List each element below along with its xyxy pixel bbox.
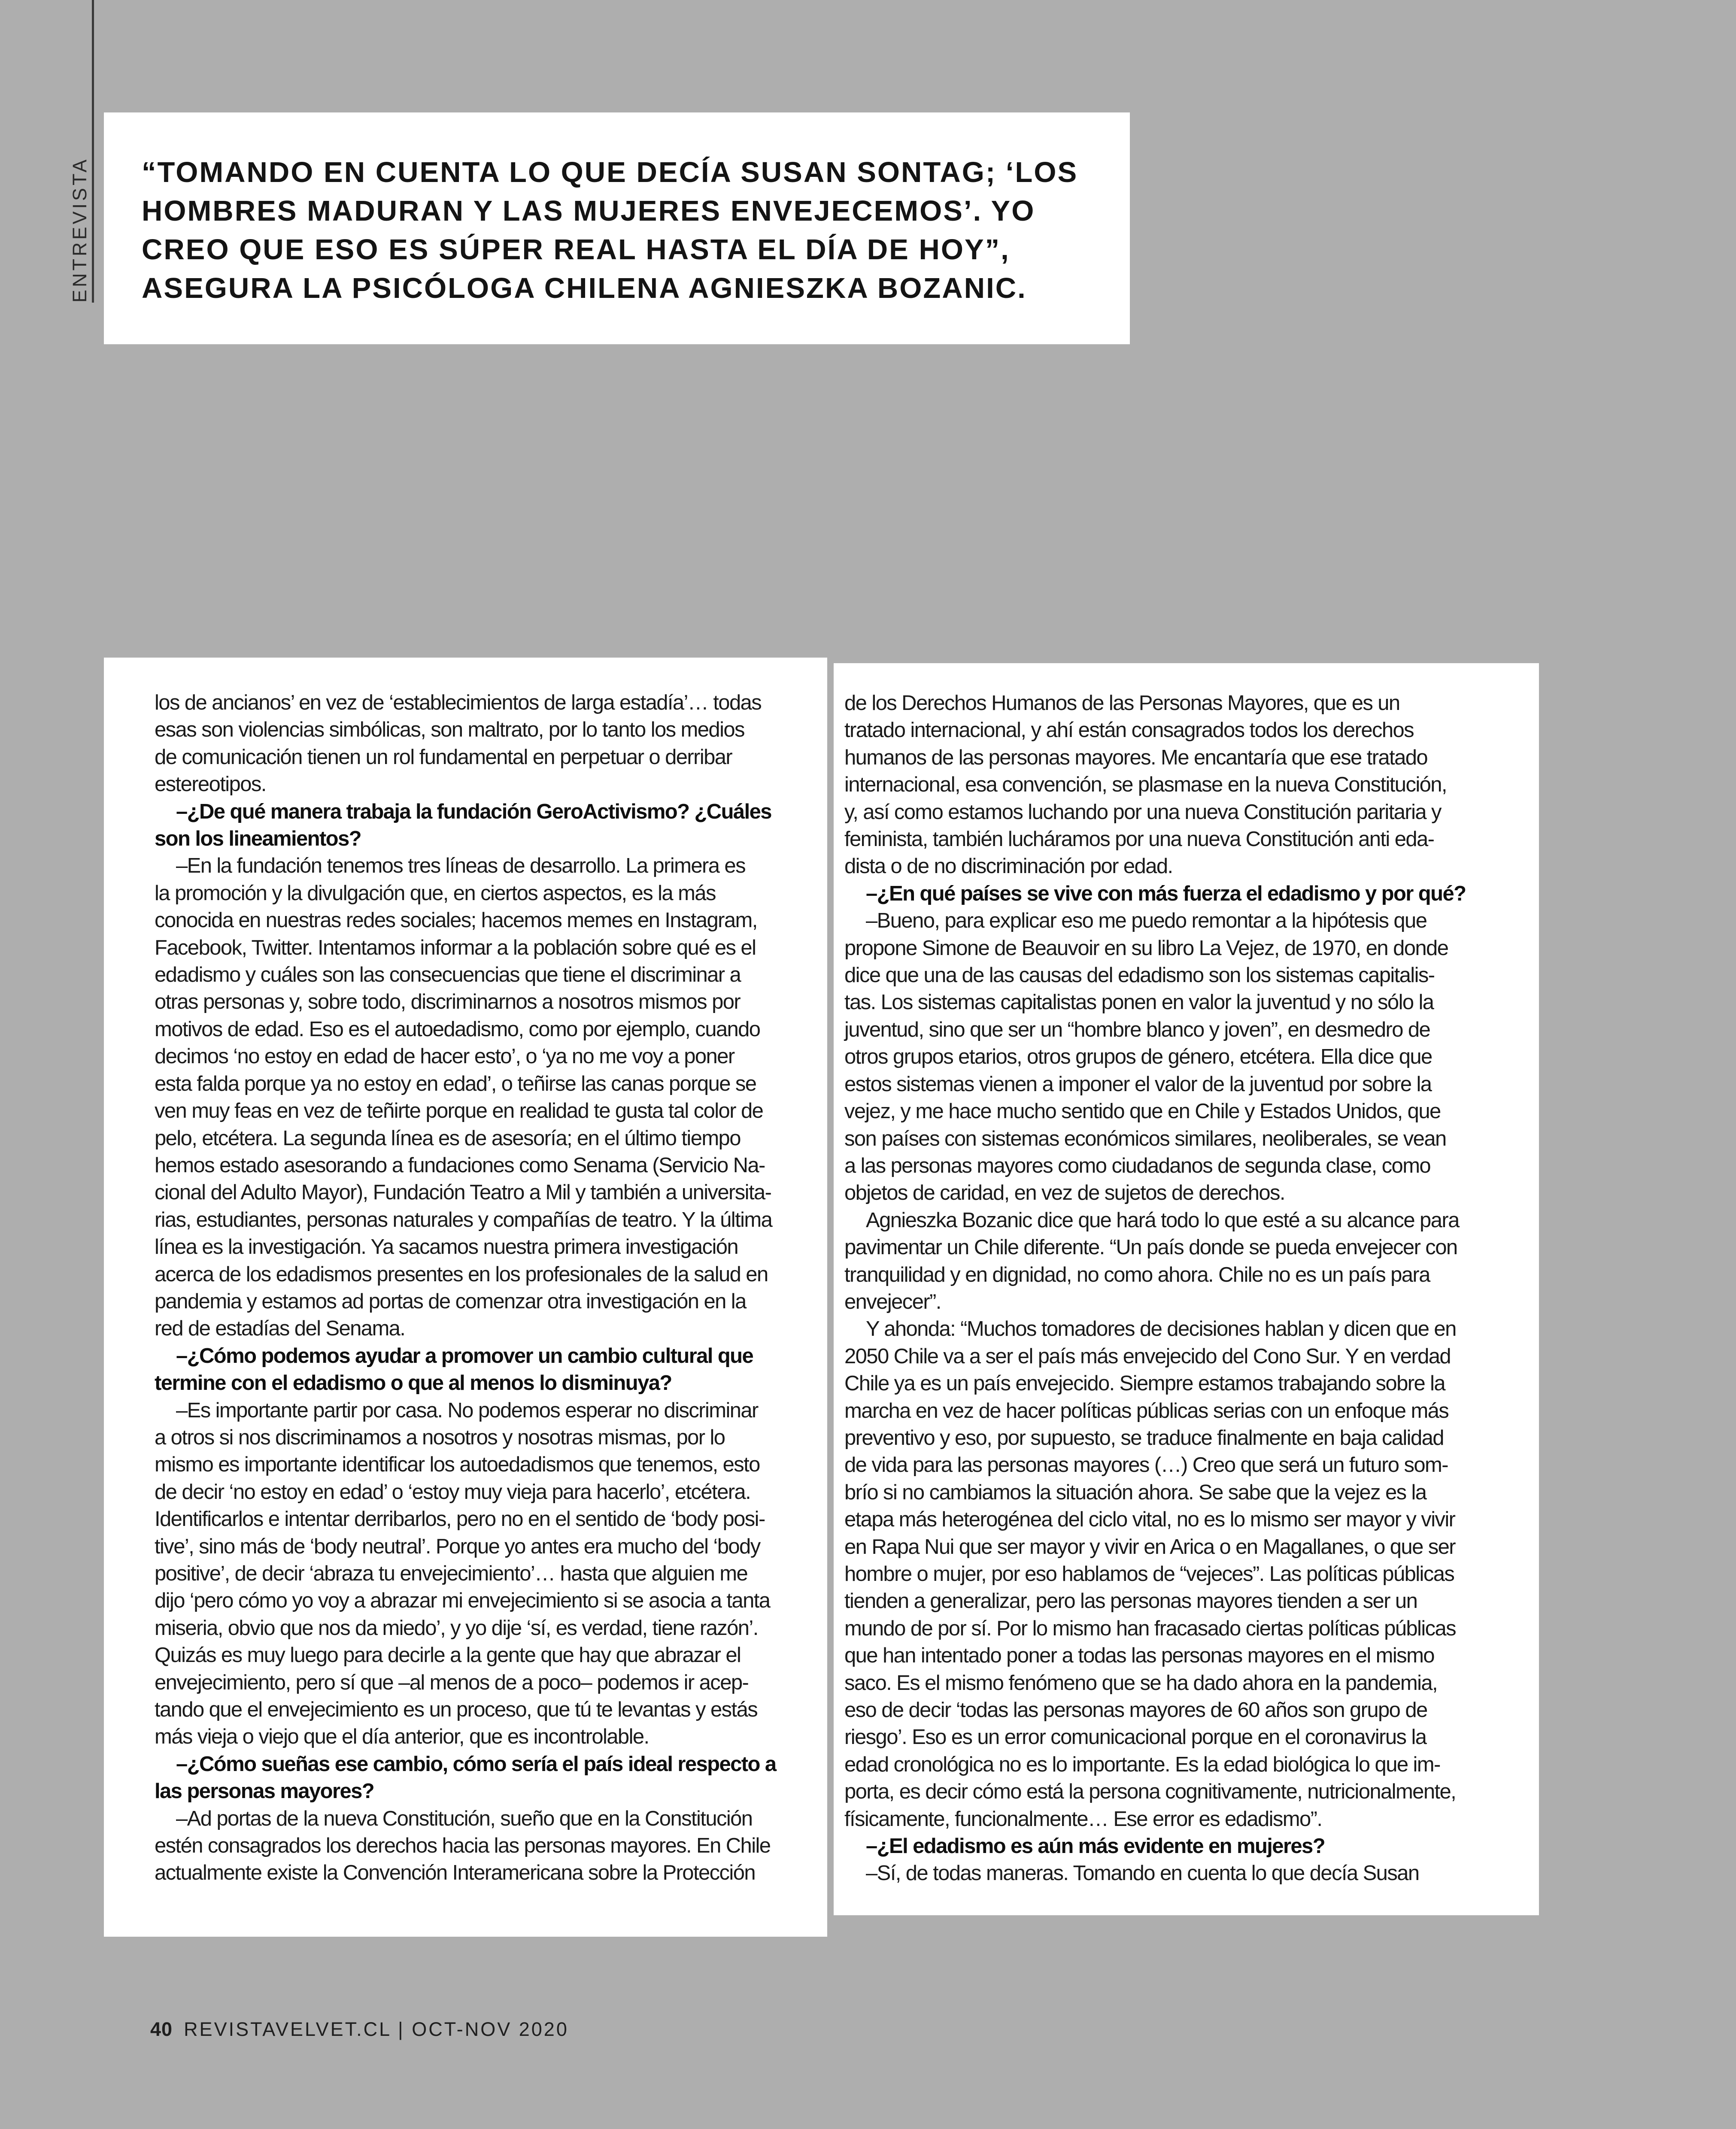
article-line: humanos de las personas mayores. Me encantaría que ese tratado	[844, 746, 1428, 769]
article-line: Quizás es muy luego para decirle a la gente que hay que abrazar el	[155, 1644, 741, 1667]
article-line: cional del Adulto Mayor), Fundación Teatro a Mil y también a universita-	[155, 1181, 771, 1204]
section-rule	[92, 0, 94, 303]
article-line: Y ahonda: “Muchos tomadores de decisiones hablan y dicen que en	[866, 1317, 1456, 1341]
article-line: preventivo y eso, por supuesto, se traduce finalmente en baja calidad	[844, 1426, 1444, 1450]
article-line: la promoción y la divulgación que, en ciertos aspectos, es la más	[155, 881, 716, 905]
article-line: mismo es importante identificar los autoedadismos que tenemos, esto	[155, 1453, 760, 1477]
pull-quote-line: ASEGURA LA PSICÓLOGA CHILENA AGNIESZKA BOZANIC.	[142, 272, 1027, 304]
article-line: saco. Es el mismo fenómeno que se ha dado ahora en la pandemia,	[844, 1671, 1438, 1695]
article-line: esta falda porque ya no estoy en edad’, o teñirse las canas porque se	[155, 1072, 756, 1095]
article-line: línea es la investigación. Ya sacamos nuestra primera investigación	[155, 1235, 738, 1259]
article-line: eso de decir ‘todas las personas mayores de 60 años son grupo de	[844, 1698, 1427, 1722]
article-line: estén consagrados los derechos hacia las personas mayores. En Chile	[155, 1834, 771, 1858]
article-line: otros grupos etarios, otros grupos de género, etcétera. Ella dice que	[844, 1045, 1432, 1069]
page-footer	[150, 2018, 569, 2041]
pull-quote-box	[104, 112, 1130, 344]
article-line: ven muy feas en vez de teñirte porque en realidad te gusta tal color de	[155, 1099, 763, 1123]
article-line: decimos ‘no estoy en edad de hacer esto’, o ‘ya no me voy a poner	[155, 1045, 734, 1068]
article-line: tranquilidad y en dignidad, no como ahora. Chile no es un país para	[844, 1263, 1430, 1286]
article-line: dice que una de las causas del edadismo son los sistemas capitalis-	[844, 964, 1435, 987]
article-line: positive’, de decir ‘abraza tu envejecimiento’… hasta que alguien me	[155, 1562, 748, 1585]
article-line: rias, estudiantes, personas naturales y compañías de teatro. Y la última	[155, 1208, 772, 1231]
article-line: a otros si nos discriminamos a nosotros y nosotras mismas, por lo	[155, 1425, 725, 1449]
article-line: estereotipos.	[155, 773, 266, 796]
article-line: –¿Cómo podemos ayudar a promover un cambio cultural que	[176, 1344, 753, 1368]
article-line: son los lineamientos?	[155, 827, 361, 851]
article-line: marcha en vez de hacer políticas públicas serias con un enfoque más	[844, 1399, 1449, 1422]
article-line: tando que el envejecimiento es un proceso, que tú te levantas y estás	[155, 1698, 758, 1722]
article-line: hemos estado asesorando a fundaciones como Senama (Servicio Na-	[155, 1153, 765, 1177]
article-line: envejecer”.	[844, 1290, 941, 1313]
article-line: riesgo’. Eso es un error comunicacional porque en el coronavirus la	[844, 1726, 1426, 1749]
article-line: –¿De qué manera trabaja la fundación GeroActivismo? ¿Cuáles	[176, 800, 771, 823]
article-line: de los Derechos Humanos de las Personas Mayores, que es un	[844, 691, 1400, 715]
article-line: los de ancianos’ en vez de ‘establecimientos de larga estadía’… todas	[155, 691, 762, 714]
right-column-text	[844, 690, 1513, 1887]
article-line: propone Simone de Beauvoir en su libro La Vejez, de 1970, en donde	[844, 936, 1448, 960]
article-line: de decir ‘no estoy en edad’ o ‘estoy muy vieja para hacerlo’, etcétera.	[155, 1480, 751, 1504]
article-line: son países con sistemas económicos similares, neoliberales, se vean	[844, 1127, 1446, 1150]
article-line: –¿En qué países se vive con más fuerza el edadismo y por qué?	[866, 882, 1466, 905]
article-line: vejez, y me hace mucho sentido que en Chile y Estados Unidos, que	[844, 1100, 1441, 1123]
article-line: –Sí, de todas maneras. Tomando en cuenta lo que decía Susan	[866, 1862, 1419, 1885]
article-line: tienden a generalizar, pero las personas mayores tienden a ser un	[844, 1589, 1417, 1613]
article-line: físicamente, funcionalmente… Ese error es edadismo”.	[844, 1807, 1322, 1831]
page-number: 40	[150, 2018, 173, 2040]
article-line: de comunicación tienen un rol fundamental en perpetuar o derribar	[155, 745, 732, 769]
left-column-text	[155, 689, 801, 1887]
pull-quote-line: “TOMANDO EN CUENTA LO QUE DECÍA SUSAN SONTAG; ‘LOS	[142, 156, 1078, 188]
article-line: estos sistemas vienen a imponer el valor de la juventud por sobre la	[844, 1072, 1432, 1096]
article-line: que han intentado poner a todas las personas mayores en el mismo	[844, 1644, 1434, 1668]
article-line: y, así como estamos luchando por una nueva Constitución paritaria y	[844, 800, 1441, 824]
article-line: feminista, también lucháramos por una nueva Constitución anti eda-	[844, 828, 1434, 851]
article-line: internacional, esa convención, se plasmase en la nueva Constitución,	[844, 773, 1447, 797]
article-line: objetos de caridad, en vez de sujetos de derechos.	[844, 1181, 1285, 1205]
article-line: conocida en nuestras redes sociales; hacemos memes en Instagram,	[155, 909, 757, 932]
pull-quote-line: HOMBRES MADURAN Y LAS MUJERES ENVEJECEMOS’. YO	[142, 195, 1035, 227]
article-line: esas son violencias simbólicas, son maltrato, por lo tanto los medios	[155, 718, 744, 742]
article-line: pelo, etcétera. La segunda línea es de asesoría; en el último tiempo	[155, 1126, 741, 1150]
article-line: –Es importante partir por casa. No podemos esperar no discriminar	[176, 1398, 758, 1422]
article-line: motivos de edad. Eso es el autoedadismo, como por ejemplo, cuando	[155, 1017, 760, 1041]
article-line: hombre o mujer, por eso hablamos de “vejeces”. Las políticas públicas	[844, 1562, 1454, 1586]
article-line: etapa más heterogénea del ciclo vital, no es lo mismo ser mayor y vivir	[844, 1508, 1455, 1532]
article-line: dista o de no discriminación por edad.	[844, 855, 1173, 878]
article-line: mundo de por sí. Por lo mismo han fracasado ciertas políticas públicas	[844, 1616, 1456, 1640]
article-line: –Bueno, para explicar eso me puedo remontar a la hipótesis que	[866, 909, 1427, 933]
article-line: juventud, sino que ser un “hombre blanco y joven”, en desmedro de	[844, 1018, 1430, 1041]
article-line: las personas mayores?	[155, 1780, 374, 1803]
article-line: tas. Los sistemas capitalistas ponen en valor la juventud y no sólo la	[844, 991, 1434, 1014]
article-line: a las personas mayores como ciudadanos de segunda clase, como	[844, 1154, 1431, 1177]
article-line: envejecimiento, pero sí que –al menos de a poco– podemos ir acep-	[155, 1671, 749, 1694]
article-line: miseria, obvio que nos da miedo’, y yo dije ‘sí, es verdad, tiene razón’.	[155, 1616, 758, 1640]
article-line: pandemia y estamos ad portas de comenzar otra investigación en la	[155, 1289, 746, 1313]
article-line: dijo ‘pero cómo yo voy a abrazar mi envejecimiento si se asocia a tanta	[155, 1589, 770, 1613]
article-line: Identificarlos e intentar derribarlos, pero no en el sentido de ‘body posi-	[155, 1507, 765, 1531]
article-line: actualmente existe la Convención Interamericana sobre la Protección	[155, 1861, 756, 1885]
article-line: porta, es decir cómo está la persona cognitivamente, nutricionalmente,	[844, 1780, 1456, 1804]
article-line: Facebook, Twitter. Intentamos informar a la población sobre qué es el	[155, 936, 756, 959]
article-line: acerca de los edadismos presentes en los profesionales de la salud en	[155, 1262, 768, 1286]
article-line: –¿El edadismo es aún más evidente en mujeres?	[866, 1835, 1325, 1858]
article-line: –Ad portas de la nueva Constitución, sueño que en la Constitución	[176, 1807, 753, 1830]
article-line: termine con el edadismo o que al menos lo disminuya?	[155, 1371, 672, 1395]
article-line: tratado internacional, y ahí están consagrados todos los derechos	[844, 719, 1414, 742]
article-line: red de estadías del Senama.	[155, 1317, 405, 1340]
pull-quote-line: CREO QUE ESO ES SÚPER REAL HASTA EL DÍA DE HOY”,	[142, 234, 1010, 266]
article-line: –¿Cómo sueñas ese cambio, cómo sería el país ideal respecto a	[176, 1752, 776, 1776]
article-line: otras personas y, sobre todo, discriminarnos a nosotros mismos por	[155, 990, 741, 1014]
pull-quote	[142, 153, 1087, 308]
article-line: Chile ya es un país envejecido. Siempre estamos trabajando sobre la	[844, 1372, 1445, 1395]
article-line: edadismo y cuáles son las consecuencias que tiene el discriminar a	[155, 963, 741, 987]
article-line: de vida para las personas mayores (…) Creo que será un futuro som-	[844, 1453, 1448, 1477]
article-line: brío si no cambiamos la situación ahora. Se sabe que la vejez es la	[844, 1480, 1426, 1504]
article-line: pavimentar un Chile diferente. “Un país donde se pueda envejecer con	[844, 1236, 1457, 1259]
article-line: más vieja o viejo que el día anterior, que es incontrolable.	[155, 1725, 649, 1749]
article-column-right	[834, 663, 1539, 1915]
article-line: en Rapa Nui que ser mayor y vivir en Arica o en Magallanes, o que ser	[844, 1535, 1456, 1559]
footer-text: REVISTAVELVET.CL | OCT-NOV 2020	[184, 2018, 569, 2040]
article-line: –En la fundación tenemos tres líneas de desarrollo. La primera es	[176, 854, 745, 878]
article-line: edad cronológica no es lo importante. Es la edad biológica lo que im-	[844, 1753, 1440, 1776]
article-line: Agnieszka Bozanic dice que hará todo lo que esté a su alcance para	[866, 1208, 1459, 1232]
article-line: tive’, sino más de ‘body neutral’. Porque yo antes era mucho del ‘body	[155, 1535, 760, 1558]
article-line: 2050 Chile va a ser el país más envejecido del Cono Sur. Y en verdad	[844, 1344, 1451, 1368]
section-label: ENTREVISTA	[69, 157, 91, 303]
article-column-left	[104, 658, 827, 1937]
